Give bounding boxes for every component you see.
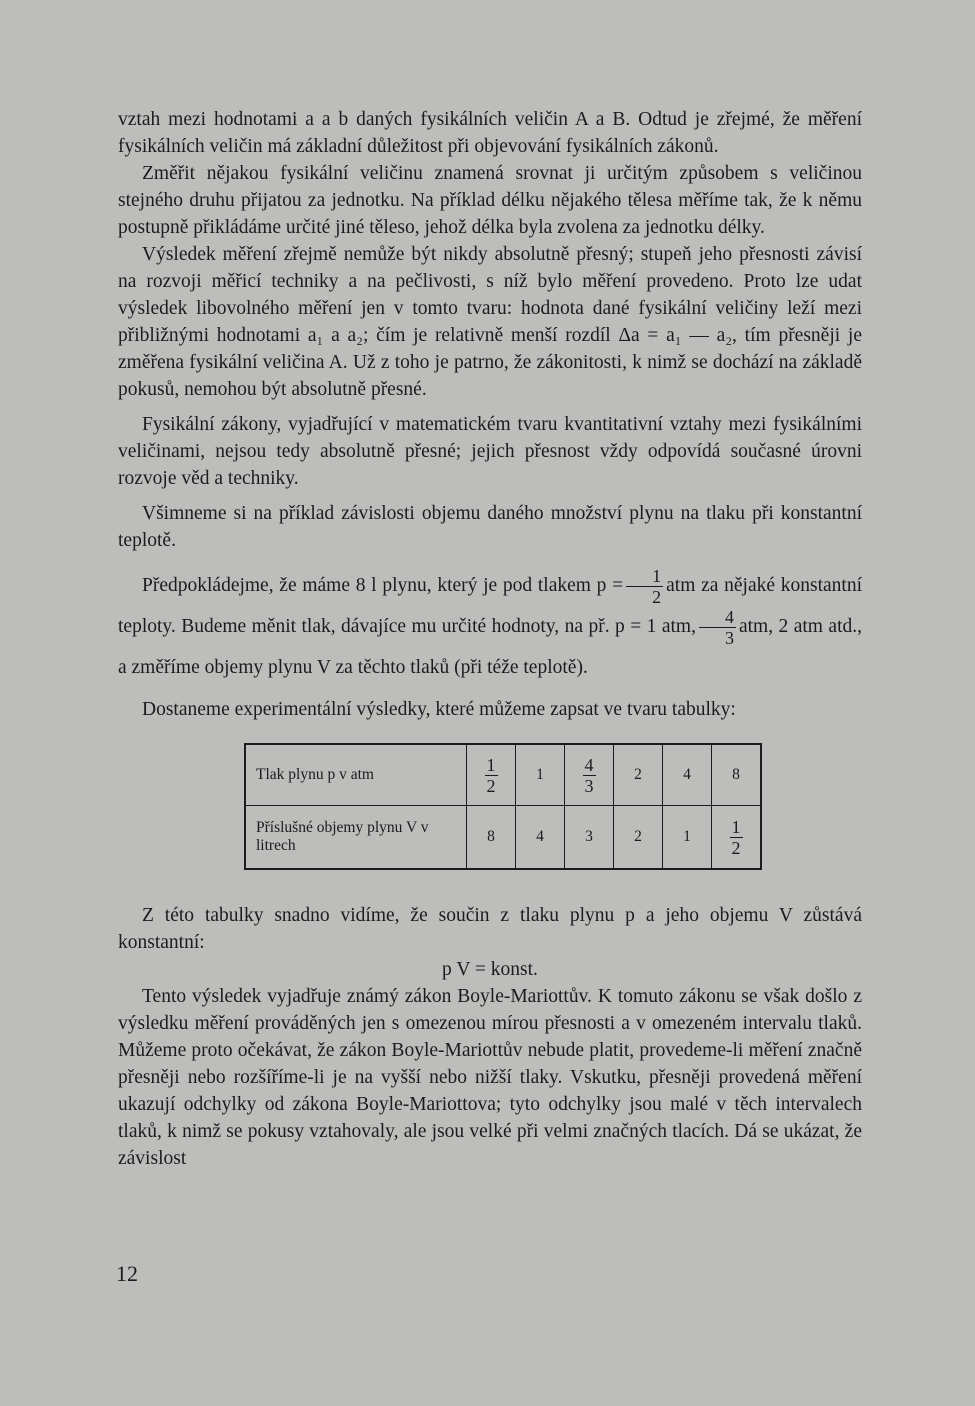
paragraph-1: vztah mezi hodnotami a a b daných fysikálních veličin A a B. Odtud je zřejmé, že měření fysikálních veličin má základní důležitost při objevování fysikálních zákonů. <box>118 109 862 157</box>
row2-cell: 8 <box>467 806 516 870</box>
fraction-four-thirds: $\frac{4}{3}$ <box>699 607 736 648</box>
row1-cell: 4 <box>663 744 712 806</box>
row-label-volume: Příslušné objemy plynu V v litrech <box>245 806 467 870</box>
row1-cell: 2 <box>614 744 663 806</box>
cell-fraction: $\frac{4}{3}$ <box>584 754 594 796</box>
cell-fraction: $\frac{1}{2}$ <box>486 754 496 796</box>
paragraph-6-part-b: atm za nějaké konstantní teploty. Budeme měnit tlak, dávajíce mu určité hodnoty, na př. <box>118 575 863 638</box>
table-row-volume <box>245 806 761 870</box>
row2-cell: 3 <box>565 806 614 870</box>
paragraph-6-part-c: p = 1 atm, <box>615 616 696 638</box>
text-block <box>118 106 862 1172</box>
cell-fraction: $\frac{1}{2}$ <box>731 816 741 858</box>
row2-cell: 4 <box>516 806 565 870</box>
page-number: 12 <box>116 1261 138 1286</box>
paragraph-2: Změřit nějakou fysikální veličinu znamená srovnat ji určitým způsobem s veličinou stejného druhu přijatou za jednotku. Na příklad délku nějakého tělesa měříme tak, že k němu postupně přikládáme určité jiné těleso, jehož délka byla zvolena za jednotku délky. <box>118 163 862 238</box>
pressure-volume-table <box>244 743 762 870</box>
row1-cell: 1 <box>516 744 565 806</box>
fraction-one-half: $\frac{1}{2}$ <box>626 566 663 607</box>
paragraph-5: Všimneme si na příklad závislosti objemu daného množství plynu na tlaku při konstantní teplotě. <box>118 503 862 551</box>
paragraph-8: Z této tabulky snadno vidíme, že součin z tlaku plynu p a jeho objemu V zůstává konstantní: <box>118 905 862 954</box>
row1-cell: 8 <box>712 744 762 806</box>
paragraph-6-part-a: Předpokládejme, že máme 8 l plynu, který je pod tlakem p = <box>142 575 624 596</box>
row1-cell <box>467 744 516 806</box>
row2-cell: 2 <box>614 806 663 870</box>
paragraph-6-part-d: atm, 2 atm atd., a změříme objemy plynu V za těchto tlaků (při téže teplotě). <box>118 616 862 679</box>
row-label-pressure: Tlak plynu p v atm <box>245 744 467 806</box>
paragraph-3: Výsledek měření zřejmě nemůže být nikdy absolutně přesný; stupeň jeho přesnosti závisí na rozvoji měřicí techniky a na pečlivosti, s níž bylo měření provedeno. Proto lze udat výsledek libovolného měření jen v tomto tvaru: hodnota dané fysikální veličiny leží mezi přibližnými hodnotami a₁ a a₂; čím je relativně menší rozdíl Δa = a₁ — a₂, tím přesněji je změřena fysikální veličina A. Už z toho je patrno, že zákonitosti, k nimž se dochází na základě pokusů, nemohou být absolutně přesné. <box>118 244 862 400</box>
formula-boyle: p V = konst. <box>442 959 538 981</box>
row1-cell <box>565 744 614 806</box>
row2-cell <box>712 806 762 870</box>
table-row-pressure <box>245 744 761 806</box>
paragraph-7: Dostaneme experimentální výsledky, které můžeme zapsat ve tvaru tabulky: <box>142 699 736 721</box>
paragraph-6 <box>118 566 862 688</box>
row2-cell: 1 <box>663 806 712 870</box>
paragraph-9: Tento výsledek vyjadřuje známý zákon Boyle-Mariottův. K tomuto zákonu se však došlo z výsledku měření prováděných jen s omezenou mírou přesnosti a v omezeném intervalu tlaků. Můžeme proto očekávat, že zákon Boyle-Mariottův nebude platit, provedeme-li měření značně přesněji nebo rozšíříme-li je na vyšší nebo nižší tlaky. Vskutku, přesněji provedená měření ukazují odchylky od zákona Boyle-Mariottova; tyto odchylky jsou malé v těch intervalech tlaků, k nimž se pokusy vztahovaly, ale jsou velké při velmi značných tlacích. Dá se ukázat, že závislost <box>118 986 862 1170</box>
paragraph-4: Fysikální zákony, vyjadřující v matematickém tvaru kvantitativní vztahy mezi fysikálními veličinami, nejsou tedy absolutně přesné; jejich přesnost vždy odpovídá současné úrovni rozvoje věd a techniky. <box>118 414 862 489</box>
